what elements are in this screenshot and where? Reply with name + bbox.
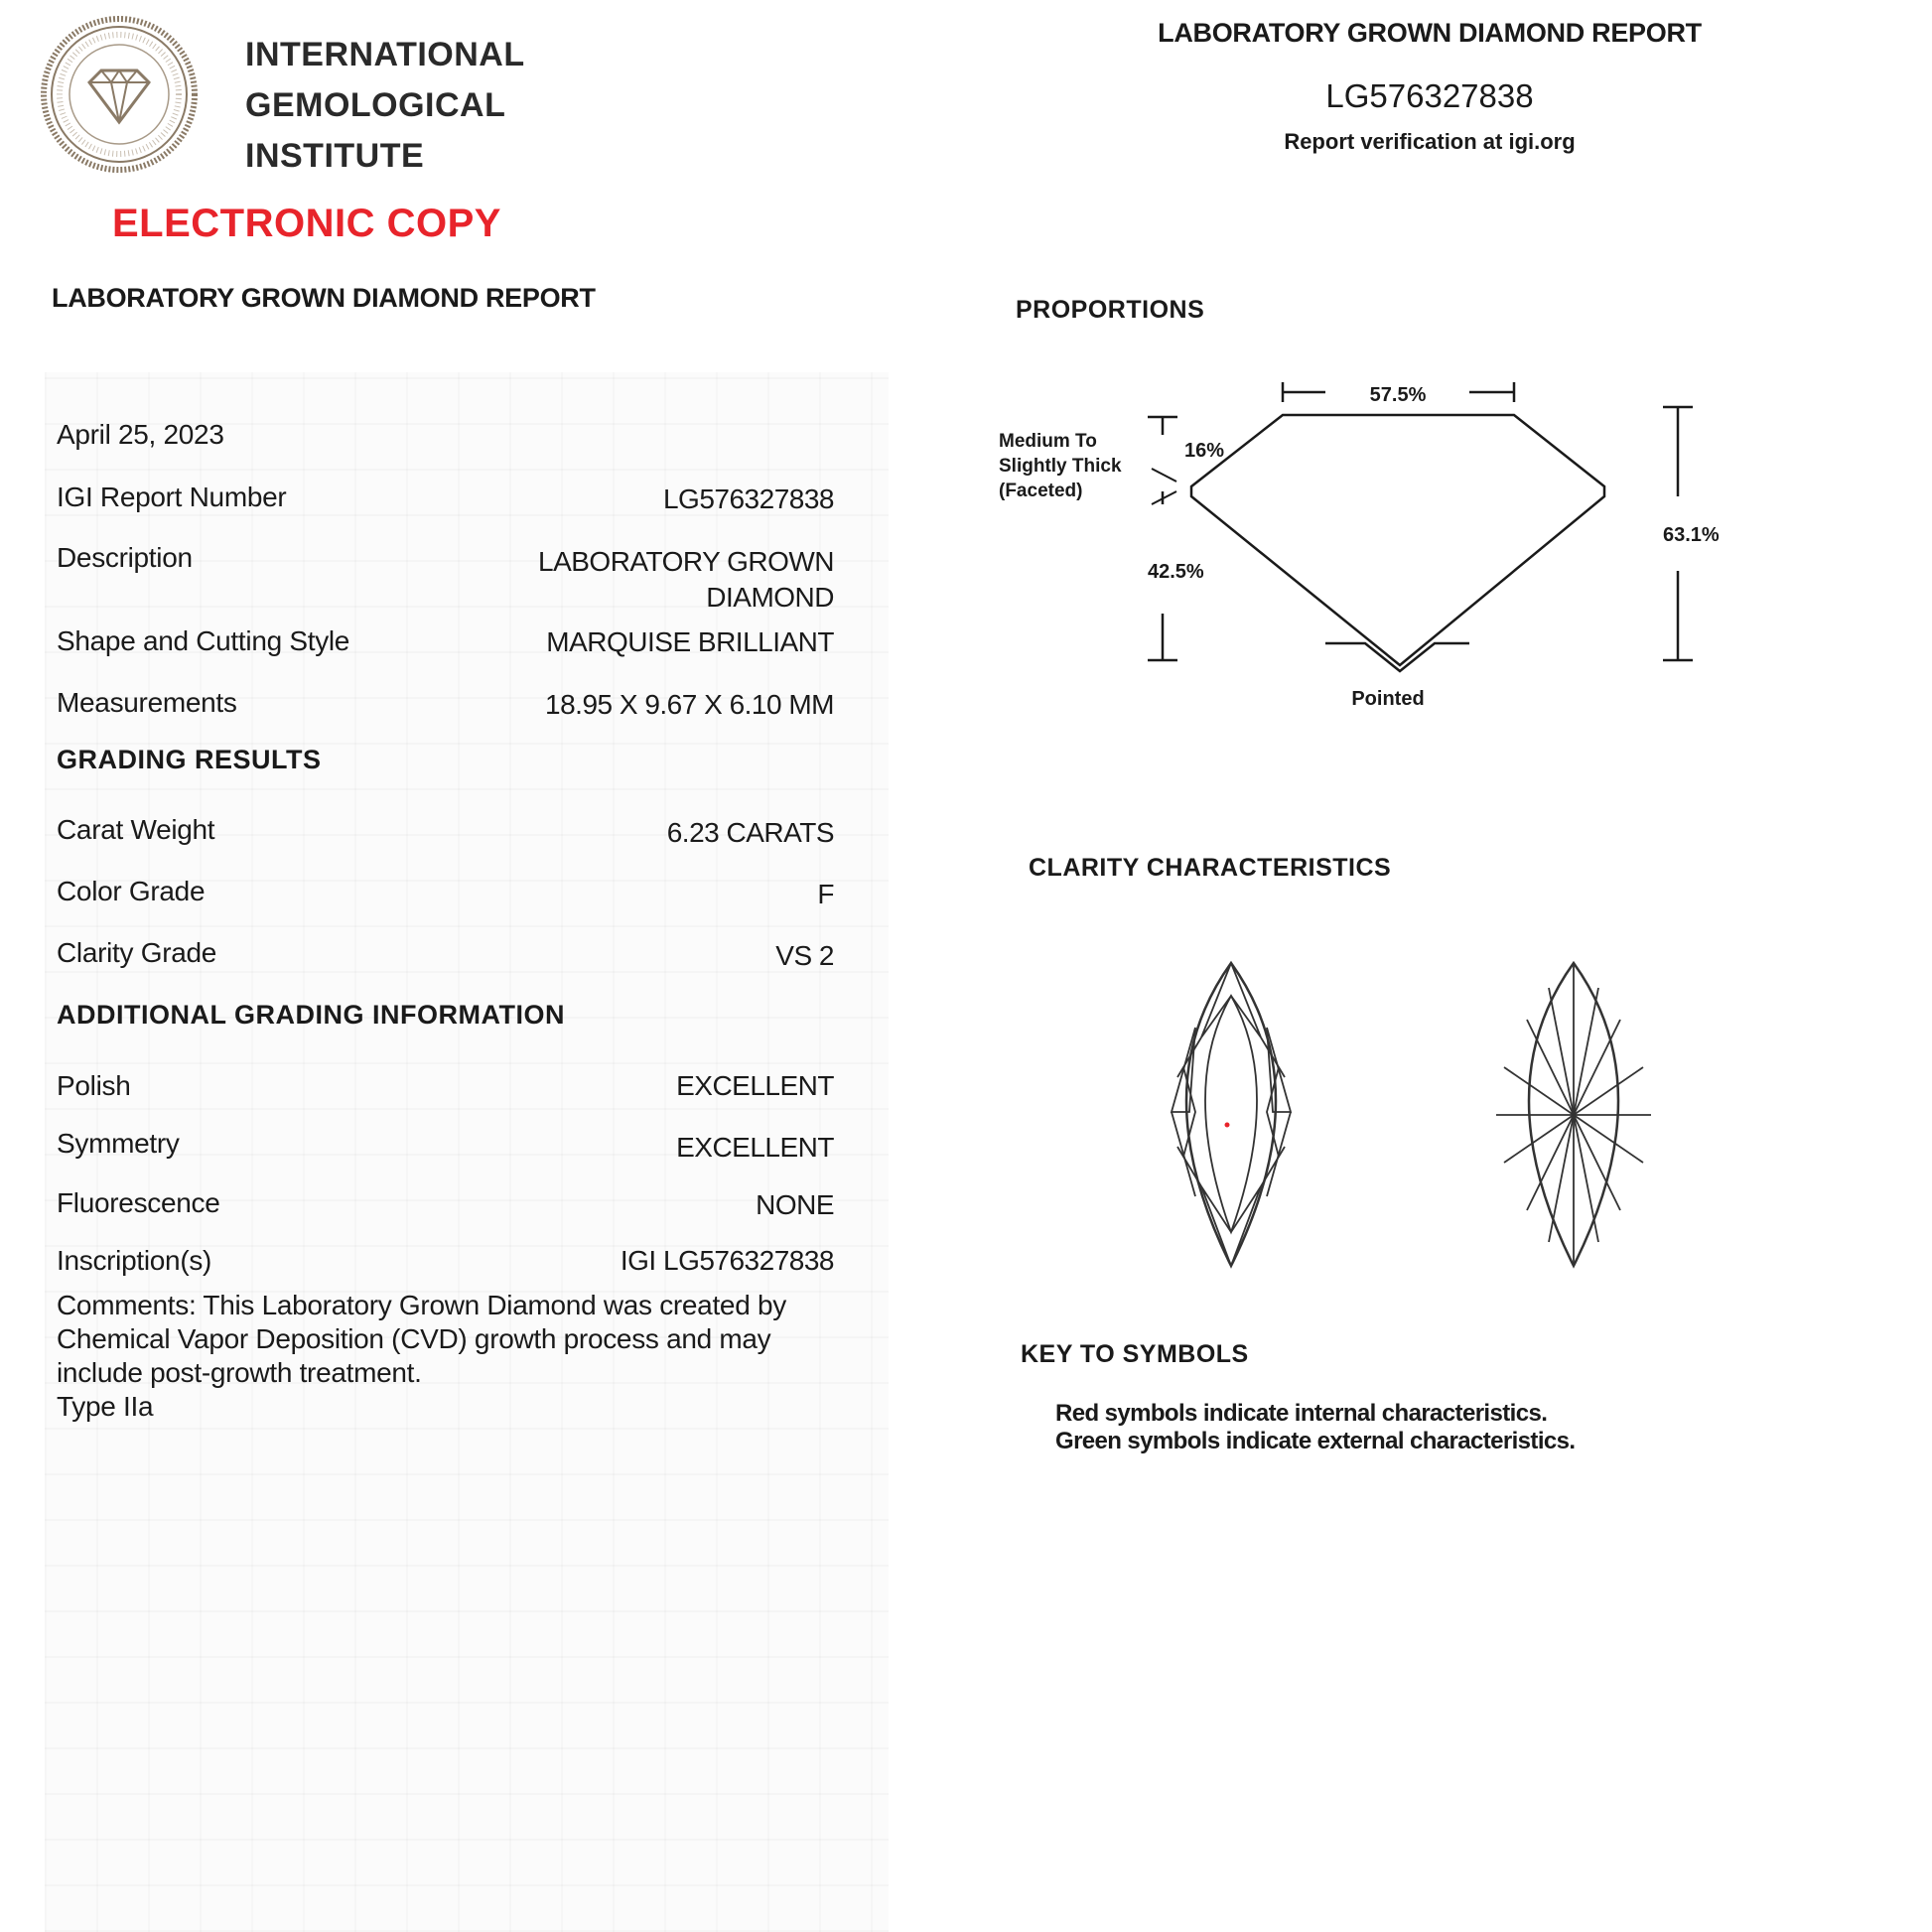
report-title-right: LABORATORY GROWN DIAMOND REPORT bbox=[1158, 18, 1702, 48]
key-heading: KEY TO SYMBOLS bbox=[1021, 1340, 1249, 1368]
grading-results-heading: GRADING RESULTS bbox=[57, 745, 322, 774]
row-label-clarity: Clarity Grade bbox=[57, 937, 217, 968]
proportions-diagram bbox=[983, 357, 1747, 715]
row-value-polish: EXCELLENT bbox=[676, 1070, 834, 1101]
row-value-inscription: IGI LG576327838 bbox=[620, 1245, 834, 1276]
row-value-measurements: 18.95 X 9.67 X 6.10 MM bbox=[545, 689, 834, 720]
table-percent: 57.5% bbox=[1369, 384, 1427, 406]
igi-seal-logo bbox=[40, 15, 199, 174]
key-description bbox=[1055, 1400, 1575, 1455]
culet-indicator bbox=[1325, 643, 1469, 671]
row-value-fluorescence: NONE bbox=[756, 1189, 834, 1220]
crown-percent: 16% bbox=[1184, 440, 1225, 462]
girdle-label-1: Medium To bbox=[999, 431, 1097, 452]
org-line-2: GEMOLOGICAL bbox=[245, 86, 506, 124]
row-label-polish: Polish bbox=[57, 1070, 131, 1101]
row-label-color: Color Grade bbox=[57, 876, 206, 906]
clarity-plots bbox=[1132, 948, 1708, 1296]
description-line-2: DIAMOND bbox=[706, 582, 834, 613]
description-line-1: LABORATORY GROWN bbox=[538, 546, 834, 577]
key-line-green: Green symbols indicate external characteristics. bbox=[1055, 1428, 1576, 1454]
culet-label: Pointed bbox=[1351, 688, 1425, 710]
electronic-copy-label: ELECTRONIC COPY bbox=[112, 202, 501, 245]
row-value-shape: MARQUISE BRILLIANT bbox=[546, 626, 834, 657]
comments-block bbox=[57, 1289, 831, 1424]
depth-percent: 63.1% bbox=[1663, 524, 1720, 546]
row-label-report-number: IGI Report Number bbox=[57, 482, 287, 512]
pavilion-view-marquise bbox=[1496, 963, 1651, 1266]
row-label-shape: Shape and Cutting Style bbox=[57, 625, 350, 656]
proportions-heading: PROPORTIONS bbox=[1016, 296, 1205, 324]
girdle-pointer-bottom bbox=[1152, 491, 1176, 504]
additional-info-heading: ADDITIONAL GRADING INFORMATION bbox=[57, 1000, 565, 1030]
report-number-header: LG576327838 bbox=[1325, 77, 1534, 114]
org-line-1: INTERNATIONAL bbox=[245, 36, 525, 73]
verification-note: Report verification at igi.org bbox=[1284, 129, 1576, 154]
crown-view-marquise bbox=[1172, 963, 1291, 1266]
row-value-report-number: LG576327838 bbox=[662, 483, 834, 514]
row-label-description: Description bbox=[57, 542, 193, 573]
row-label-measurements: Measurements bbox=[57, 687, 237, 718]
row-label-inscription: Inscription(s) bbox=[57, 1245, 212, 1276]
diamond-type: Type IIa bbox=[57, 1391, 154, 1422]
row-value-carat: 6.23 CARATS bbox=[666, 817, 834, 848]
report-date: April 25, 2023 bbox=[57, 419, 224, 450]
inclusion-mark bbox=[1225, 1123, 1230, 1128]
girdle-label-2: Slightly Thick bbox=[999, 456, 1122, 477]
row-value-symmetry: EXCELLENT bbox=[676, 1132, 834, 1163]
report-title-left: LABORATORY GROWN DIAMOND REPORT bbox=[52, 283, 596, 313]
row-value-clarity: VS 2 bbox=[775, 940, 834, 971]
diamond-profile-outline bbox=[1191, 415, 1604, 665]
girdle-pointer-top bbox=[1152, 469, 1176, 482]
girdle-label-3: (Faceted) bbox=[999, 481, 1083, 501]
row-label-carat: Carat Weight bbox=[57, 814, 215, 845]
org-line-3: INSTITUTE bbox=[245, 137, 425, 175]
row-value-description bbox=[538, 544, 834, 616]
row-value-color: F bbox=[817, 879, 834, 909]
row-label-fluorescence: Fluorescence bbox=[57, 1187, 220, 1218]
row-label-symmetry: Symmetry bbox=[57, 1128, 180, 1159]
organization-name bbox=[245, 30, 525, 182]
pavilion-percent: 42.5% bbox=[1148, 561, 1204, 583]
comments-text: Comments: This Laboratory Grown Diamond was created by Chemical Vapor Deposition (CVD) growth process and may include post-growth treatment. bbox=[57, 1290, 786, 1388]
key-line-red: Red symbols indicate internal characteristics. bbox=[1055, 1400, 1548, 1427]
clarity-heading: CLARITY CHARACTERISTICS bbox=[1029, 854, 1392, 882]
